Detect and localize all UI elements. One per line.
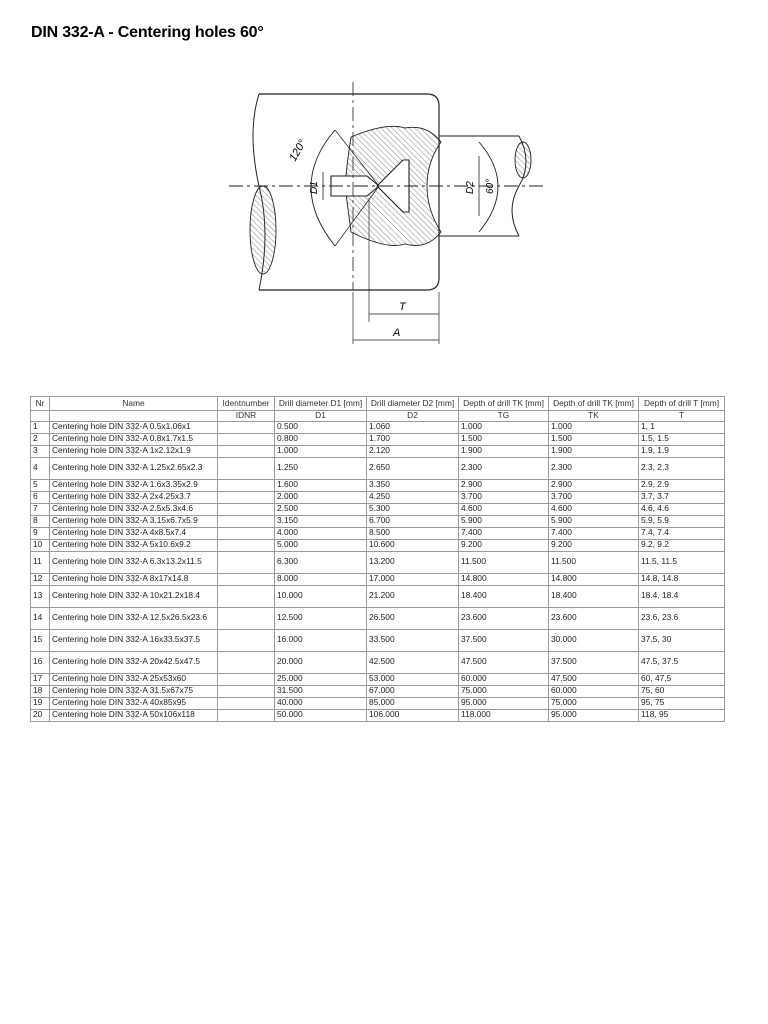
cell-idnr bbox=[218, 651, 275, 673]
subheader-d1: D1 bbox=[275, 411, 367, 422]
cell-nr: 17 bbox=[31, 673, 50, 685]
cell-d1: 31.500 bbox=[275, 685, 367, 697]
cell-tg: 37.500 bbox=[459, 629, 549, 651]
subheader-tk: TK bbox=[549, 411, 639, 422]
cell-idnr bbox=[218, 503, 275, 515]
cell-name: Centering hole DIN 332-A 40x85x95 bbox=[50, 697, 218, 709]
cell-d1: 12.500 bbox=[275, 607, 367, 629]
cell-nr: 3 bbox=[31, 445, 50, 457]
cell-d1: 8.000 bbox=[275, 573, 367, 585]
cell-nr: 20 bbox=[31, 709, 50, 721]
cell-tg: 5.900 bbox=[459, 515, 549, 527]
cell-d1: 25.000 bbox=[275, 673, 367, 685]
cell-d2: 33.500 bbox=[367, 629, 459, 651]
cell-tk: 23.600 bbox=[549, 607, 639, 629]
angle-120-label: 120° bbox=[287, 137, 309, 164]
table-row bbox=[31, 629, 725, 651]
cell-nr: 1 bbox=[31, 421, 50, 433]
table-row bbox=[31, 673, 725, 685]
cell-tg: 14.800 bbox=[459, 573, 549, 585]
subheader-idnr: IDNR bbox=[218, 411, 275, 422]
cell-nr: 2 bbox=[31, 433, 50, 445]
cell-tk: 60.000 bbox=[549, 685, 639, 697]
cell-nr: 13 bbox=[31, 585, 50, 607]
cell-nr: 4 bbox=[31, 457, 50, 479]
cell-t: 37.5, 30 bbox=[639, 629, 725, 651]
cell-tg: 47.500 bbox=[459, 651, 549, 673]
cell-d1: 20.000 bbox=[275, 651, 367, 673]
cell-tg: 4.600 bbox=[459, 503, 549, 515]
cell-d2: 10.600 bbox=[367, 539, 459, 551]
cell-idnr bbox=[218, 607, 275, 629]
cell-nr: 12 bbox=[31, 573, 50, 585]
cell-d1: 1.600 bbox=[275, 479, 367, 491]
cell-idnr bbox=[218, 673, 275, 685]
cell-t: 47.5, 37.5 bbox=[639, 651, 725, 673]
angle-60-label: 60° bbox=[485, 178, 496, 194]
cell-d2: 26.500 bbox=[367, 607, 459, 629]
cell-d2: 21.200 bbox=[367, 585, 459, 607]
cell-idnr bbox=[218, 491, 275, 503]
cell-d1: 1.000 bbox=[275, 445, 367, 457]
cell-tk: 95.000 bbox=[549, 709, 639, 721]
cell-d2: 5.300 bbox=[367, 503, 459, 515]
t-label: T bbox=[399, 301, 406, 313]
cell-tk: 75.000 bbox=[549, 697, 639, 709]
cell-d2: 53.000 bbox=[367, 673, 459, 685]
cell-tk: 1.000 bbox=[549, 421, 639, 433]
cell-name: Centering hole DIN 332-A 25x53x60 bbox=[50, 673, 218, 685]
cell-name: Centering hole DIN 332-A 16x33.5x37.5 bbox=[50, 629, 218, 651]
cell-tg: 3.700 bbox=[459, 491, 549, 503]
cell-idnr bbox=[218, 539, 275, 551]
table-body bbox=[31, 421, 725, 721]
cell-tg: 11.500 bbox=[459, 551, 549, 573]
cell-tk: 37.500 bbox=[549, 651, 639, 673]
cell-tk: 47.500 bbox=[549, 673, 639, 685]
cell-name: Centering hole DIN 332-A 1.25x2.65x2.3 bbox=[50, 457, 218, 479]
d1-label: D1 bbox=[309, 181, 320, 194]
table-row bbox=[31, 491, 725, 503]
subheader-name bbox=[50, 411, 218, 422]
cell-name: Centering hole DIN 332-A 0.8x1.7x1.5 bbox=[50, 433, 218, 445]
cell-name: Centering hole DIN 332-A 20x42.5x47.5 bbox=[50, 651, 218, 673]
cell-idnr bbox=[218, 445, 275, 457]
table-row bbox=[31, 527, 725, 539]
centering-hole-drawing bbox=[227, 82, 547, 357]
left-section-hatch bbox=[250, 186, 276, 274]
table-row bbox=[31, 421, 725, 433]
cell-t: 5.9, 5.9 bbox=[639, 515, 725, 527]
cell-tg: 60.000 bbox=[459, 673, 549, 685]
cell-t: 3.7, 3.7 bbox=[639, 491, 725, 503]
cell-t: 11.5, 11.5 bbox=[639, 551, 725, 573]
cell-idnr bbox=[218, 551, 275, 573]
cell-d2: 1.700 bbox=[367, 433, 459, 445]
table-row bbox=[31, 585, 725, 607]
cell-tg: 2.900 bbox=[459, 479, 549, 491]
cell-d2: 6.700 bbox=[367, 515, 459, 527]
cell-tk: 3.700 bbox=[549, 491, 639, 503]
cell-tg: 18.400 bbox=[459, 585, 549, 607]
cell-d1: 0.500 bbox=[275, 421, 367, 433]
table-row bbox=[31, 539, 725, 551]
cell-t: 118, 95 bbox=[639, 709, 725, 721]
cell-tk: 2.900 bbox=[549, 479, 639, 491]
cell-tk: 1.900 bbox=[549, 445, 639, 457]
table-row bbox=[31, 685, 725, 697]
header-identnumber: Identnumber bbox=[218, 397, 275, 411]
cell-name: Centering hole DIN 332-A 31.5x67x75 bbox=[50, 685, 218, 697]
table-row bbox=[31, 503, 725, 515]
table-row bbox=[31, 697, 725, 709]
cell-idnr bbox=[218, 479, 275, 491]
cell-t: 1, 1 bbox=[639, 421, 725, 433]
technical-drawing-svg bbox=[227, 82, 547, 352]
cell-name: Centering hole DIN 332-A 1.6x3.35x2.9 bbox=[50, 479, 218, 491]
header-name: Name bbox=[50, 397, 218, 411]
cell-tk: 30.000 bbox=[549, 629, 639, 651]
subheader-tg: TG bbox=[459, 411, 549, 422]
cell-d1: 16.000 bbox=[275, 629, 367, 651]
cell-d2: 2.650 bbox=[367, 457, 459, 479]
cell-nr: 16 bbox=[31, 651, 50, 673]
subheader-d2: D2 bbox=[367, 411, 459, 422]
cell-d2: 8.500 bbox=[367, 527, 459, 539]
cell-t: 4.6, 4.6 bbox=[639, 503, 725, 515]
centering-holes-table bbox=[30, 396, 725, 722]
table-row bbox=[31, 457, 725, 479]
header-nr: Nr bbox=[31, 397, 50, 411]
cell-name: Centering hole DIN 332-A 0.5x1.06x1 bbox=[50, 421, 218, 433]
cell-tk: 14.800 bbox=[549, 573, 639, 585]
cell-nr: 10 bbox=[31, 539, 50, 551]
cell-tk: 11.500 bbox=[549, 551, 639, 573]
header-d1: Drill diameter D1 [mm] bbox=[275, 397, 367, 411]
cell-d1: 1.250 bbox=[275, 457, 367, 479]
cell-nr: 6 bbox=[31, 491, 50, 503]
cell-t: 75, 60 bbox=[639, 685, 725, 697]
page-title: DIN 332-A - Centering holes 60° bbox=[31, 24, 264, 41]
right-shaft-end bbox=[515, 142, 531, 178]
cell-name: Centering hole DIN 332-A 12.5x26.5x23.6 bbox=[50, 607, 218, 629]
cell-name: Centering hole DIN 332-A 50x106x118 bbox=[50, 709, 218, 721]
header-t: Depth of drill T [mm] bbox=[639, 397, 725, 411]
cell-tk: 7.400 bbox=[549, 527, 639, 539]
cell-tg: 1.900 bbox=[459, 445, 549, 457]
cell-tk: 1.500 bbox=[549, 433, 639, 445]
table-row bbox=[31, 607, 725, 629]
cell-t: 60, 47.5 bbox=[639, 673, 725, 685]
cell-d1: 6.300 bbox=[275, 551, 367, 573]
cell-t: 9.2, 9.2 bbox=[639, 539, 725, 551]
cell-t: 95, 75 bbox=[639, 697, 725, 709]
cell-idnr bbox=[218, 697, 275, 709]
cell-nr: 7 bbox=[31, 503, 50, 515]
cell-nr: 9 bbox=[31, 527, 50, 539]
cell-idnr bbox=[218, 573, 275, 585]
cell-d2: 85.000 bbox=[367, 697, 459, 709]
header-tg: Depth of drill TK [mm] bbox=[459, 397, 549, 411]
cell-name: Centering hole DIN 332-A 4x8.5x7.4 bbox=[50, 527, 218, 539]
cell-tg: 1.500 bbox=[459, 433, 549, 445]
cell-tk: 9.200 bbox=[549, 539, 639, 551]
cell-nr: 15 bbox=[31, 629, 50, 651]
cell-name: Centering hole DIN 332-A 2.5x5.3x4.6 bbox=[50, 503, 218, 515]
table-row bbox=[31, 651, 725, 673]
cell-tg: 95.000 bbox=[459, 697, 549, 709]
cell-d2: 3.350 bbox=[367, 479, 459, 491]
table-row bbox=[31, 709, 725, 721]
cell-idnr bbox=[218, 433, 275, 445]
cell-idnr bbox=[218, 515, 275, 527]
cell-d1: 4.000 bbox=[275, 527, 367, 539]
cell-t: 7.4, 7.4 bbox=[639, 527, 725, 539]
table-row bbox=[31, 433, 725, 445]
cell-d1: 5.000 bbox=[275, 539, 367, 551]
cell-idnr bbox=[218, 585, 275, 607]
subheader-nr bbox=[31, 411, 50, 422]
cell-t: 1.9, 1.9 bbox=[639, 445, 725, 457]
cell-tk: 2.300 bbox=[549, 457, 639, 479]
cell-name: Centering hole DIN 332-A 3.15x6.7x5.9 bbox=[50, 515, 218, 527]
cell-nr: 14 bbox=[31, 607, 50, 629]
cell-d2: 42.500 bbox=[367, 651, 459, 673]
cell-d2: 4.250 bbox=[367, 491, 459, 503]
cell-name: Centering hole DIN 332-A 5x10.6x9.2 bbox=[50, 539, 218, 551]
cell-idnr bbox=[218, 457, 275, 479]
cell-idnr bbox=[218, 685, 275, 697]
cell-tk: 5.900 bbox=[549, 515, 639, 527]
cell-d1: 3.150 bbox=[275, 515, 367, 527]
cell-d1: 50.000 bbox=[275, 709, 367, 721]
d2-label: D2 bbox=[465, 181, 476, 194]
cell-name: Centering hole DIN 332-A 1x2.12x1.9 bbox=[50, 445, 218, 457]
table-row bbox=[31, 445, 725, 457]
cell-tk: 18.400 bbox=[549, 585, 639, 607]
cell-d2: 17.000 bbox=[367, 573, 459, 585]
a-label: A bbox=[393, 327, 401, 339]
table-subheader-row bbox=[31, 411, 725, 422]
cell-nr: 8 bbox=[31, 515, 50, 527]
cell-idnr bbox=[218, 709, 275, 721]
cell-nr: 19 bbox=[31, 697, 50, 709]
cell-d2: 13.200 bbox=[367, 551, 459, 573]
cell-name: Centering hole DIN 332-A 6.3x13.2x11.5 bbox=[50, 551, 218, 573]
cell-d1: 2.000 bbox=[275, 491, 367, 503]
table-row bbox=[31, 515, 725, 527]
cell-t: 2.9, 2.9 bbox=[639, 479, 725, 491]
table-row bbox=[31, 573, 725, 585]
subheader-t: T bbox=[639, 411, 725, 422]
cell-idnr bbox=[218, 527, 275, 539]
cell-name: Centering hole DIN 332-A 2x4.25x3.7 bbox=[50, 491, 218, 503]
cell-tg: 23.600 bbox=[459, 607, 549, 629]
header-tk: Depth of drill TK [mm] bbox=[549, 397, 639, 411]
table-header-row bbox=[31, 397, 725, 411]
cell-idnr bbox=[218, 629, 275, 651]
cell-d2: 1.060 bbox=[367, 421, 459, 433]
cell-t: 1.5, 1.5 bbox=[639, 433, 725, 445]
cell-tg: 118.000 bbox=[459, 709, 549, 721]
cell-idnr bbox=[218, 421, 275, 433]
cell-t: 18.4, 18.4 bbox=[639, 585, 725, 607]
table-row bbox=[31, 479, 725, 491]
cell-tg: 75.000 bbox=[459, 685, 549, 697]
cell-d1: 2.500 bbox=[275, 503, 367, 515]
cell-tg: 2.300 bbox=[459, 457, 549, 479]
cell-tk: 4.600 bbox=[549, 503, 639, 515]
cell-name: Centering hole DIN 332-A 8x17x14.8 bbox=[50, 573, 218, 585]
cell-d1: 10.000 bbox=[275, 585, 367, 607]
cell-tg: 7.400 bbox=[459, 527, 549, 539]
cell-d2: 106.000 bbox=[367, 709, 459, 721]
cell-t: 2.3, 2.3 bbox=[639, 457, 725, 479]
table-row bbox=[31, 551, 725, 573]
cell-tg: 9.200 bbox=[459, 539, 549, 551]
cell-nr: 11 bbox=[31, 551, 50, 573]
cell-t: 14.8, 14.8 bbox=[639, 573, 725, 585]
cell-d1: 40.000 bbox=[275, 697, 367, 709]
cell-t: 23.6, 23.6 bbox=[639, 607, 725, 629]
header-d2: Drill diameter D2 [mm] bbox=[367, 397, 459, 411]
cell-d2: 2.120 bbox=[367, 445, 459, 457]
cell-tg: 1.000 bbox=[459, 421, 549, 433]
cell-nr: 5 bbox=[31, 479, 50, 491]
cell-nr: 18 bbox=[31, 685, 50, 697]
cell-d2: 67.000 bbox=[367, 685, 459, 697]
cell-name: Centering hole DIN 332-A 10x21.2x18.4 bbox=[50, 585, 218, 607]
cell-d1: 0.800 bbox=[275, 433, 367, 445]
